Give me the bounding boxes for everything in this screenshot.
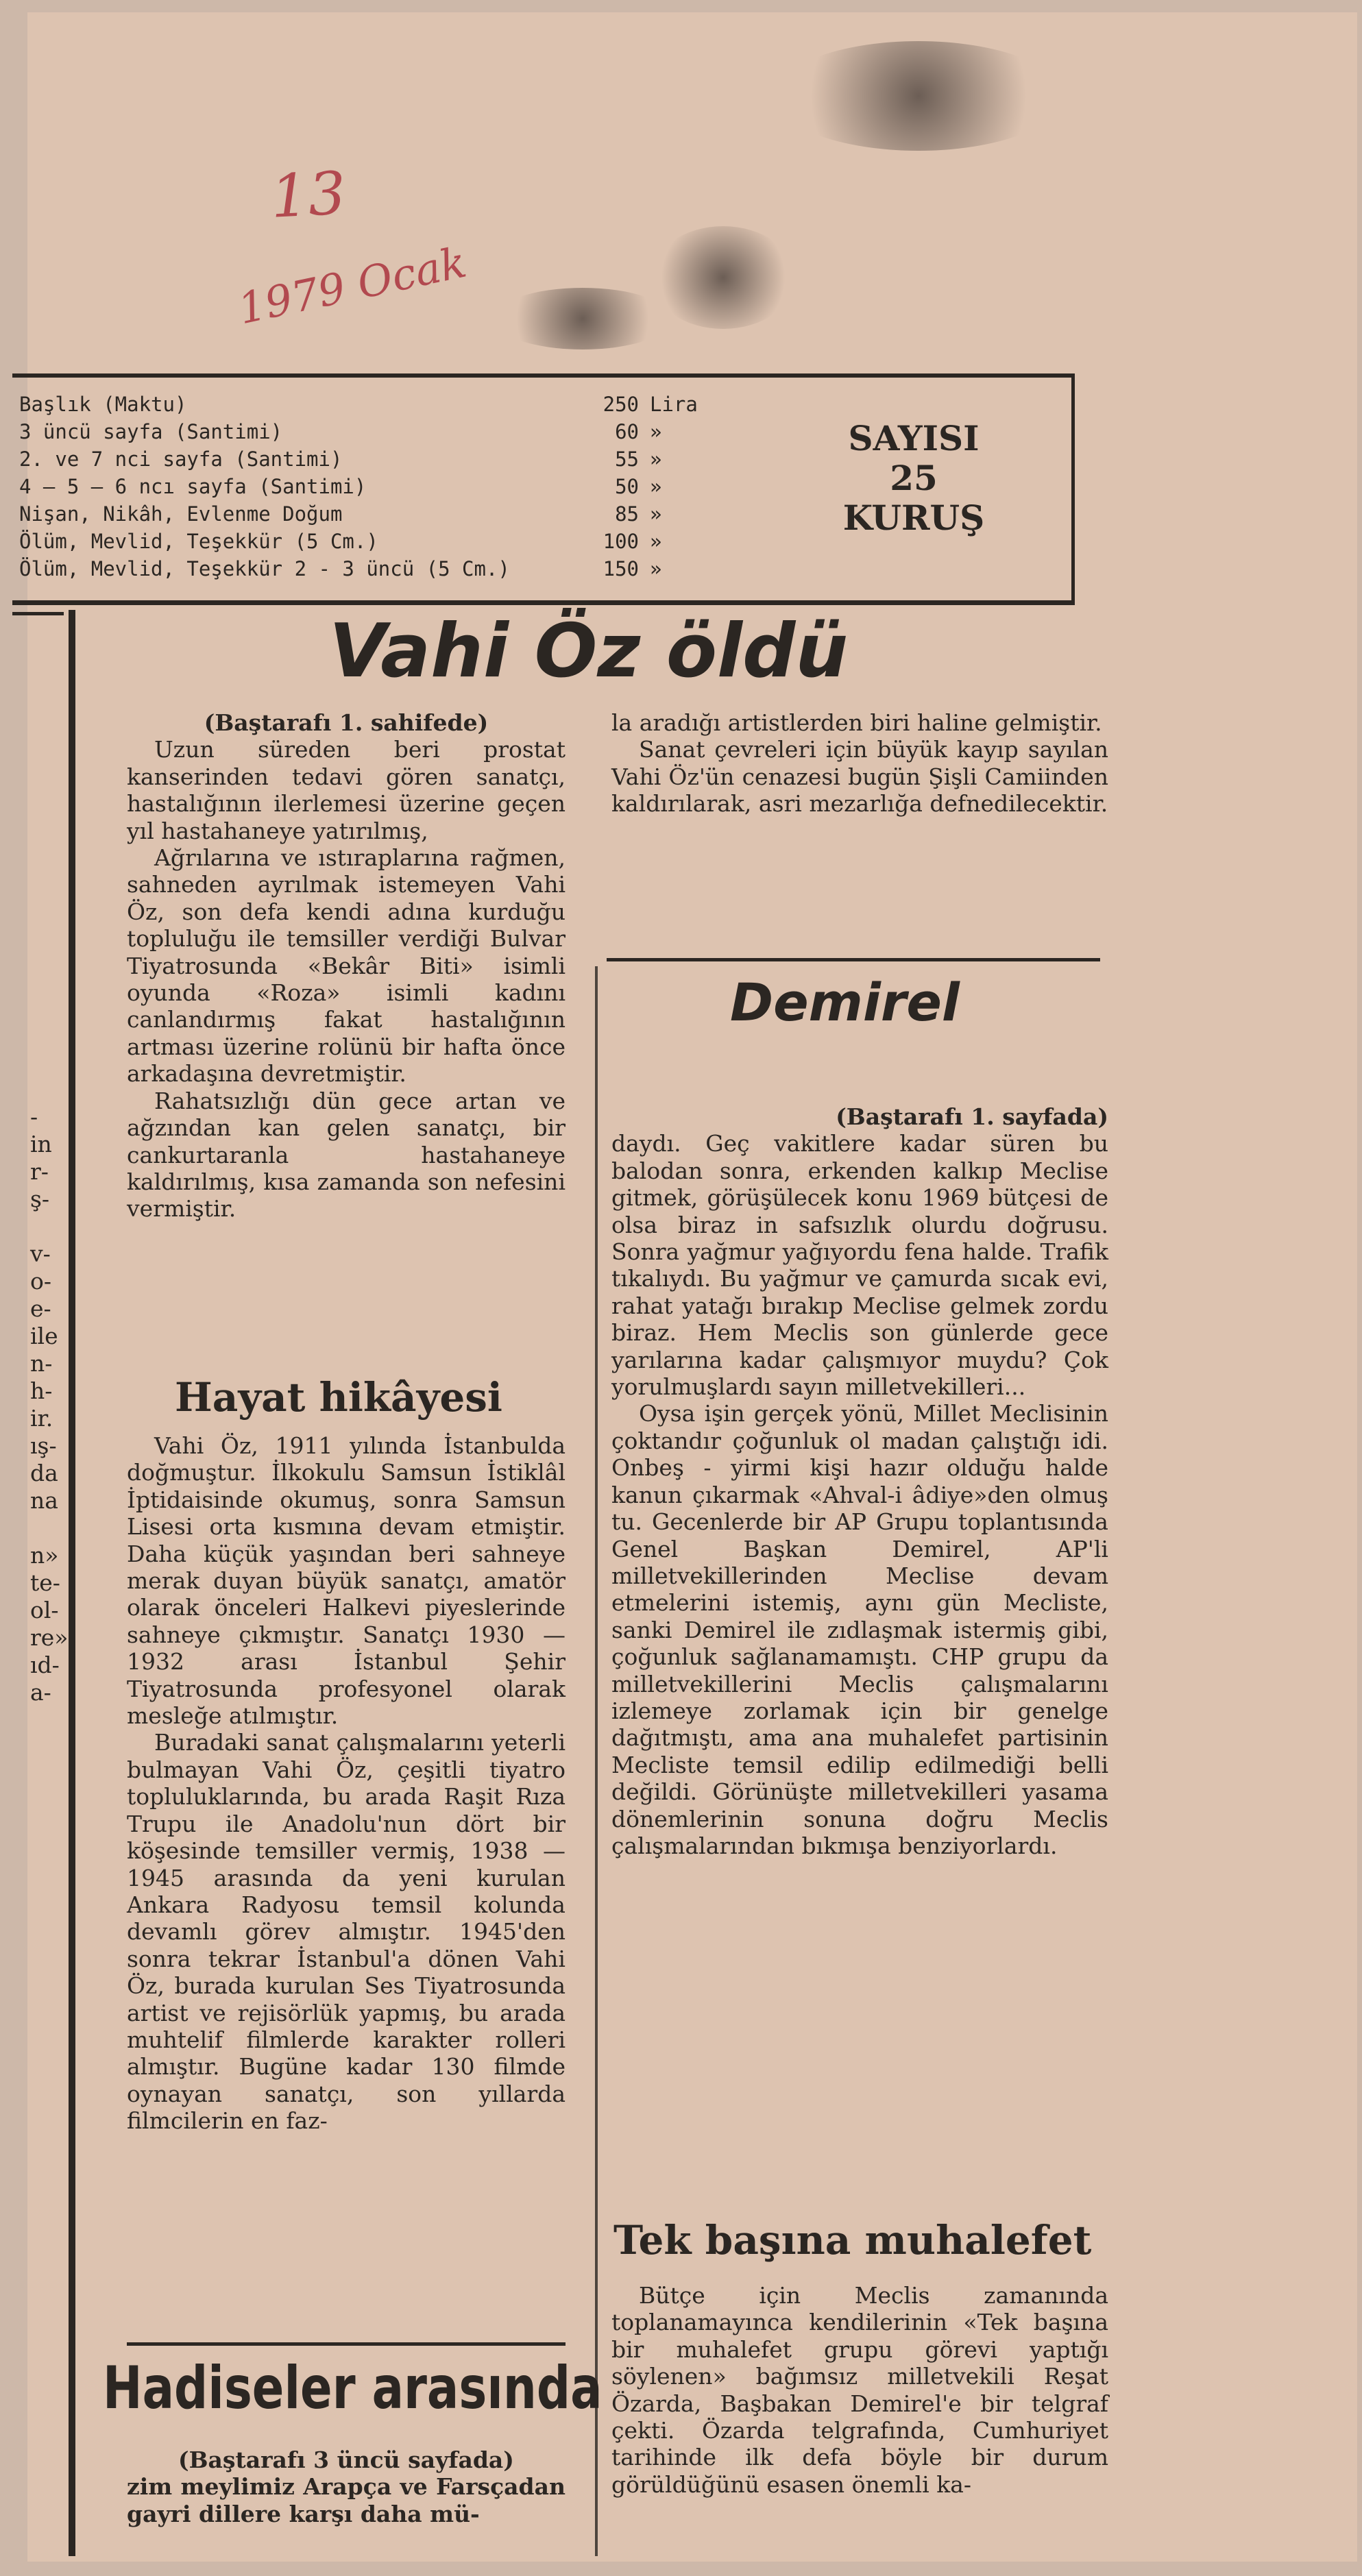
rate-unit: » [650, 502, 662, 526]
continued-note: (Baştarafı 1. sahifede) [204, 709, 489, 736]
rate-price: 60 [615, 420, 639, 443]
rate-unit: » [650, 447, 662, 471]
edge-fragment: r- [30, 1158, 49, 1185]
paragraph: Oysa işin gerçek yönü, Millet Meclisinin çoktandır çoğunluk ol madan çalıştığı idi. Onbeş - yirmi kişi hazır olduğu halde kanun çıkarmak «Ahval-i âdiye»den olmuş tu. Gecenlerde bir AP Grupu toplantısında Genel Başkan Demirel, AP'li milletvekillerinden Meclise devam etmelerini istemiş, aynı gün Mecliste, sanki Demirel ile zıdlaşmak istermiş gibi, çoğunluk sağlanamamıştı. CHP grupu da milletvekillerini Meclis çalışmalarını izlemeye zorlamak için bir genelge dağıtmıştı, ama ana muhalefet partisinin Mecliste temsil edilip edilmediği belli değildi. Görünüşte milletvekilleri yasama dönemlerinin sonuna doğru Meclis çalışmalarından bıkmışa benziyorlardı. [611, 1400, 1108, 1859]
rate-unit: » [650, 420, 662, 443]
subhead-hayat: Hayat hikâyesi [175, 1374, 502, 1421]
edge-fragment [30, 1514, 68, 1542]
edge-fragment: ıd- [30, 1652, 60, 1678]
rate-price: 250 [603, 393, 639, 416]
rate-label: Başlık (Maktu) [19, 393, 187, 416]
rate-price: 150 [603, 557, 639, 580]
edge-fragment: ir. [30, 1405, 53, 1432]
edge-fragment: re» [30, 1624, 69, 1651]
column-rule [69, 610, 75, 2556]
edge-fragment: te- [30, 1569, 60, 1596]
paragraph: zim meylimiz Arapça ve Farsçadan gayri dillere karşı daha mü- [127, 2473, 566, 2527]
paragraph: Rahatsızlığı dün gece artan ve ağzından kan gelen sanatçı, bir cankurtaranla hastahaneye kaldırılmış, kısa zamanda son nefesini vermiştir. [127, 1087, 566, 1223]
edge-fragment: - [30, 1103, 38, 1130]
rate-unit: Lira [650, 393, 698, 416]
rate-price: 50 [615, 475, 639, 498]
column-rule [595, 966, 598, 2556]
edge-fragment: ş- [30, 1186, 50, 1212]
article-vahi-col2 [611, 709, 1108, 818]
rate-row [19, 502, 718, 530]
rate-label: 4 — 5 — 6 ncı sayfa (Santimi) [19, 475, 367, 498]
rate-label: 3 üncü sayfa (Santimi) [19, 420, 283, 443]
ad-price-table [12, 373, 1075, 605]
paragraph: Uzun süreden beri prostat kanserinden tedavi gören sanatçı, hastalığının ilerlemesi üzerine geçen yıl hastahaneye yatırılmış, [127, 736, 566, 844]
edge-fragment: na [30, 1487, 58, 1514]
rate-row [19, 420, 718, 447]
edge-fragment: da [30, 1460, 58, 1486]
paragraph: daydı. Geç vakitlere kadar süren bu balodan sonra, erkenden kalkıp Meclise gitmek, görüşülecek konu 1969 bütçesi de olsa biraz in safsızlık olurdu doğrusu. Sonra yağmur yağıyordu fena halde. Trafik tıkalıydı. Bu yağmur ve çamurda sıcak evi, rahat yatağı bırakıp Meclise gelmek zordu biraz. Hem Meclis son günlerde gece yarılarına kadar çalışmıyor muydu? Çok yorulmuşlardı sayın milletvekilleri... [611, 1130, 1108, 1401]
section-rule [607, 958, 1100, 961]
edge-fragment: n» [30, 1542, 59, 1569]
rate-price: 85 [615, 502, 639, 526]
column-rule [12, 612, 64, 615]
article-hayat [127, 1432, 566, 2135]
paragraph: Buradaki sanat çalışmalarını yeterli bulmayan Vahi Öz, çeşitli tiyatro topluluklarında, bu arada Raşit Rıza Trupu ile Anadolu'nun dört bir köşesinde temsiller vermiş, 1938 — 1945 arasında da yeni kurulan Ankara Radyosu temsil kolunda devamlı görev almıştır. 1945'den sonra tekrar İstanbul'a dönen Vahi Öz, burada kurulan Ses Tiyatrosunda artist ve rejisörlük yapmış, bu arada muhtelif filmlerde karakter rolleri almıştır. Bugüne kadar 130 filmde oynayan sanatçı, son yıllarda filmcilerin en faz- [127, 1729, 566, 2135]
paragraph: Sanat çevreleri için büyük kayıp sayılan Vahi Öz'ün cenazesi bugün Şişli Camiinden kaldırılarak, asri mezarlığa defnedilecektir. [611, 736, 1108, 818]
rate-label: 2. ve 7 nci sayfa (Santimi) [19, 447, 343, 471]
rate-row [19, 475, 718, 502]
edge-fragment: a- [30, 1679, 51, 1706]
rate-list [19, 393, 718, 585]
edge-fragment [30, 1213, 68, 1240]
rate-price: 55 [615, 447, 639, 471]
rate-price: 100 [603, 530, 639, 553]
rate-label: Ölüm, Mevlid, Teşekkür 2 - 3 üncü (5 Cm.) [19, 557, 510, 580]
edge-fragment: n- [30, 1350, 53, 1377]
rate-unit: » [650, 557, 662, 580]
edge-fragment: v- [30, 1240, 51, 1267]
rate-row [19, 393, 718, 420]
headline-hadiseler: Hadiseler arasında [103, 2354, 603, 2422]
issue-currency: KURUŞ [842, 498, 985, 538]
article-hadiseler [127, 2446, 566, 2527]
ink-stain [494, 288, 672, 349]
article-tek [611, 2282, 1108, 2498]
ink-stain [775, 41, 1062, 151]
rate-row [19, 530, 718, 557]
article-vahi-col1 [127, 709, 566, 1223]
rate-label: Nişan, Nikâh, Evlenme Doğum [19, 502, 343, 526]
ink-stain [651, 226, 795, 329]
edge-fragment: ol- [30, 1597, 59, 1623]
edge-fragment: h- [30, 1377, 53, 1404]
rate-unit: » [650, 475, 662, 498]
handwritten-mark: 13 [269, 159, 348, 232]
paragraph: la aradığı artistlerden biri haline gelmiştir. [611, 709, 1102, 736]
edge-fragment: ile [30, 1323, 58, 1349]
left-edge-fragments [30, 1103, 68, 1706]
issue-label: SAYISI [848, 418, 980, 458]
continued-note: (Baştarafı 1. sayfada) [836, 1103, 1108, 1130]
continued-note: (Baştarafı 3 üncü sayfada) [178, 2446, 514, 2473]
main-headline: Vahi Öz öldü [329, 609, 849, 694]
handwritten-date: 1979 Ocak [234, 236, 471, 334]
paragraph: Ağrılarına ve ıstıraplarına rağmen, sahneden ayrılmak istemeyen Vahi Öz, son defa kendi adına kurduğu topluluğu ile temsiller verdiği Bulvar Tiyatrosunda «Bekâr Biti» isimli oyunda «Roza» isimli kadını canlandırmış fakat hastalığının artması üzerine rolünü bir hafta önce arkadaşına devretmiştir. [127, 844, 566, 1088]
rate-label: Ölüm, Mevlid, Teşekkür (5 Cm.) [19, 530, 378, 553]
edge-fragment: in [30, 1131, 52, 1157]
issue-amount: 25 [890, 458, 938, 498]
subhead-tek: Tek başına muhalefet [613, 2217, 1092, 2264]
edge-fragment: ış- [30, 1432, 57, 1459]
edge-fragment: o- [30, 1268, 52, 1295]
section-rule [127, 2342, 566, 2346]
paragraph: Vahi Öz, 1911 yılında İstanbulda doğmuştur. İlkokulu Samsun İstiklâl İptidaisinde okumuş, sonra Samsun Lisesi orta kısmına devam etmiştir. Daha küçük yaşından beri sahneye merak duyan büyük sanatçı, amatör olarak önceleri Halkevi piyeslerinde sahneye çıkmıştır. Sanatçı 1930 — 1932 arası İstanbul Şehir Tiyatrosunda profesyonel olarak mesleğe atılmıştır. [127, 1432, 566, 1730]
rate-row [19, 557, 718, 585]
paragraph: Bütçe için Meclis zamanında toplanamayınca kendilerinin «Tek başına bir muhalefet grupu görevi yaptığı söylenen» bağımsız milletvekili Reşat Özarda, Başbakan Demirel'e bir telgraf çekti. Özarda telgrafında, Cumhuriyet tarihinde ilk defa böyle bir durum görüldüğünü esasen önemli ka- [611, 2282, 1108, 2498]
edge-fragment: e- [30, 1295, 51, 1322]
issue-price [794, 419, 1034, 538]
article-demirel [611, 1103, 1108, 1859]
rate-unit: » [650, 530, 662, 553]
headline-demirel: Demirel [730, 972, 960, 1033]
rate-row [19, 447, 718, 475]
